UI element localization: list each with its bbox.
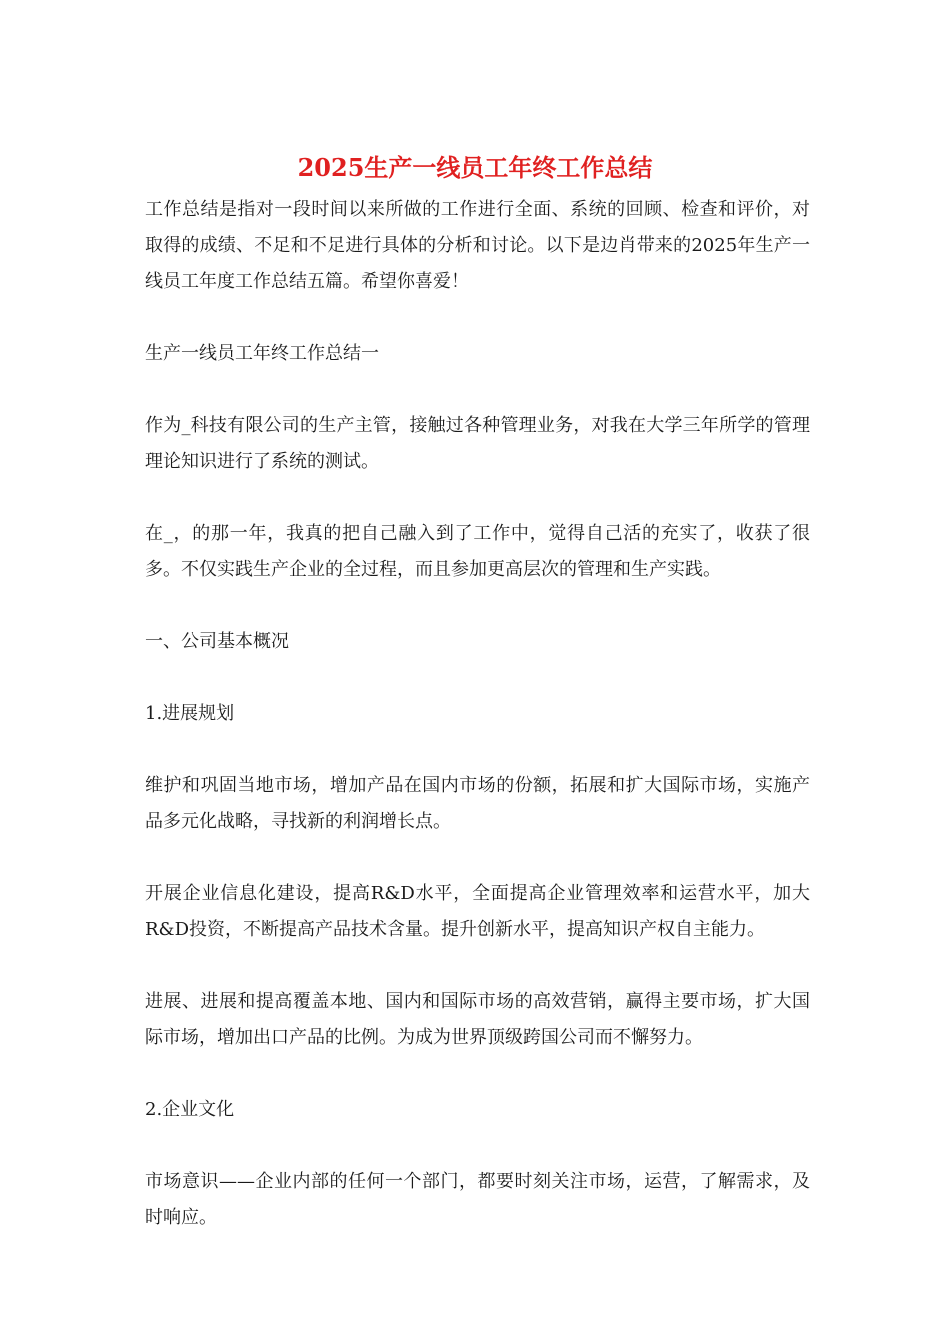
subsection-heading: 2.企业文化 — [145, 1099, 235, 1120]
body-paragraph: 市场意识——企业内部的任何一个部门，都要时刻关注市场，运营，了解需求，及时响应。 — [145, 1171, 810, 1228]
section-heading: 一、公司基本概况 — [145, 631, 289, 652]
body-paragraph: 进展、进展和提高覆盖本地、国内和国际市场的高效营销，赢得主要市场，扩大国际市场，增加出口产品的比例。为成为世界顶级跨国公司而不懈努力。 — [145, 991, 810, 1048]
document-title: 2025生产一线员工年终工作总结 — [297, 153, 653, 182]
body-paragraph: 在_，的那一年，我真的把自己融入到了工作中，觉得自己活的充实了，收获了很多。不仅实践生产企业的全过程，而且参加更高层次的管理和生产实践。 — [145, 523, 810, 580]
body-paragraph: 作为_科技有限公司的生产主管，接触过各种管理业务，对我在大学三年所学的管理理论知识进行了系统的测试。 — [145, 415, 810, 472]
intro-paragraph: 工作总结是指对一段时间以来所做的工作进行全面、系统的回顾、检查和评价，对取得的成绩、不足和不足进行具体的分析和讨论。以下是边肖带来的2025年生产一线员工年度工作总结五篇。希望你喜爱！ — [145, 199, 810, 292]
section-heading: 生产一线员工年终工作总结一 — [145, 343, 379, 364]
subsection-heading: 1.进展规划 — [145, 703, 235, 724]
document-body — [145, 192, 810, 1272]
body-paragraph: 开展企业信息化建设，提高R&D水平，全面提高企业管理效率和运营水平，加大R&D投资，不断提高产品技术含量。提升创新水平，提高知识产权自主能力。 — [145, 883, 810, 940]
body-paragraph: 维护和巩固当地市场，增加产品在国内市场的份额，拓展和扩大国际市场，实施产品多元化战略，寻找新的利润增长点。 — [145, 775, 810, 832]
